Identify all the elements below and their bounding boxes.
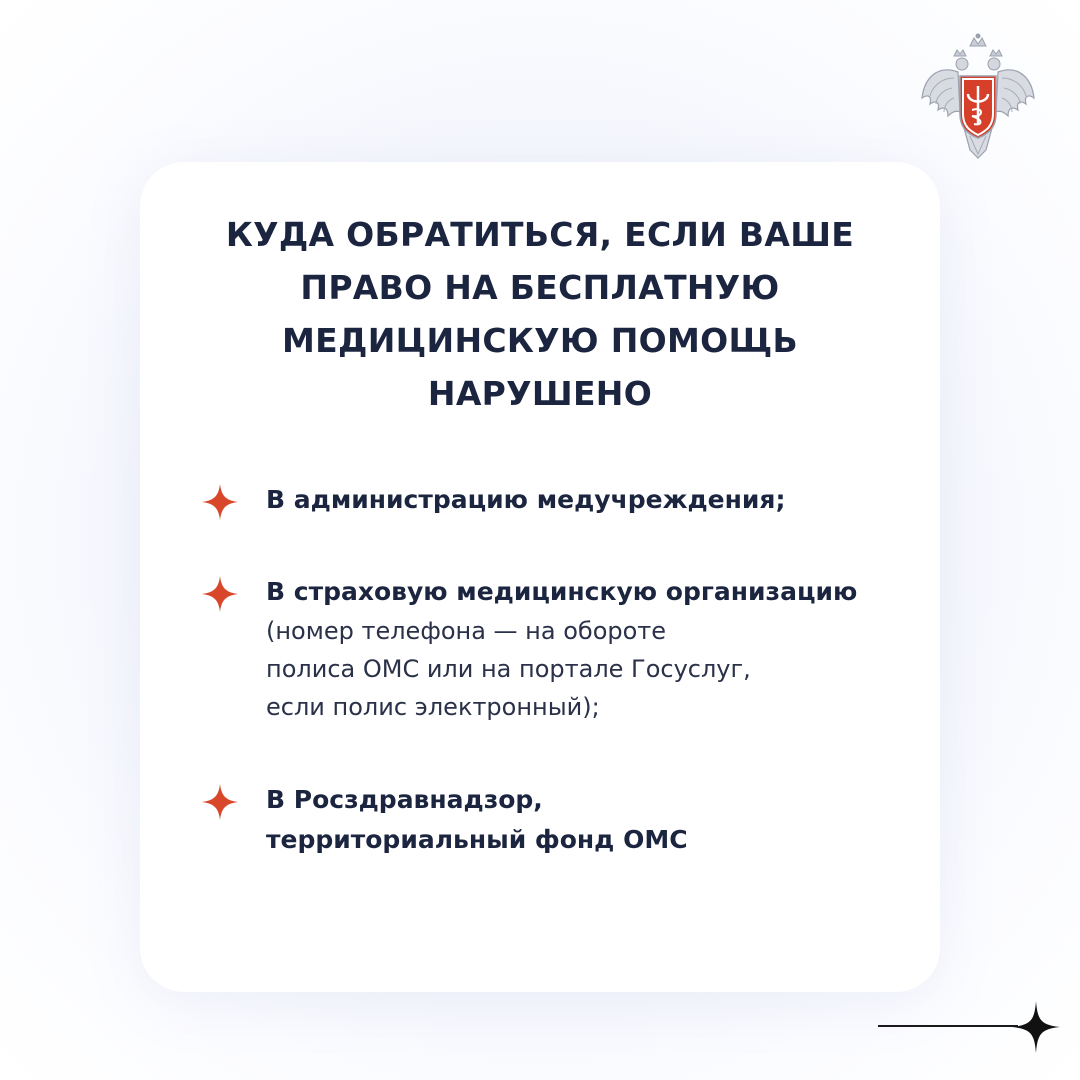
title-line: МЕДИЦИНСКУЮ ПОМОЩЬ xyxy=(282,321,798,360)
page-title xyxy=(140,208,940,420)
four-point-star-icon xyxy=(200,482,240,522)
four-point-star-icon xyxy=(200,574,240,614)
list-item-heading: В Росздравнадзор, xyxy=(266,785,543,814)
ministry-emblem-icon xyxy=(918,32,1038,162)
list-item xyxy=(266,572,926,726)
decorative-line xyxy=(878,1025,1018,1027)
list-item xyxy=(266,780,926,860)
list-item-note: (номер телефона — на обороте xyxy=(266,617,667,645)
list-item-note: если полис электронный); xyxy=(266,693,600,721)
info-card xyxy=(140,162,940,992)
title-line: ПРАВО НА БЕСПЛАТНУЮ xyxy=(300,268,780,307)
title-line: КУДА ОБРАТИТЬСЯ, ЕСЛИ ВАШЕ xyxy=(225,215,855,254)
list-item-heading: В администрацию медучреждения; xyxy=(266,485,786,514)
four-point-star-icon xyxy=(200,782,240,822)
list-item xyxy=(266,480,926,520)
title-line: НАРУШЕНО xyxy=(427,374,653,413)
list-item-heading: территориальный фонд ОМС xyxy=(266,825,688,854)
list-item-note: полиса ОМС или на портале Госуслуг, xyxy=(266,655,751,683)
sparkle-icon xyxy=(1011,1000,1061,1054)
list-item-heading: В страховую медицинскую организацию xyxy=(266,577,858,606)
